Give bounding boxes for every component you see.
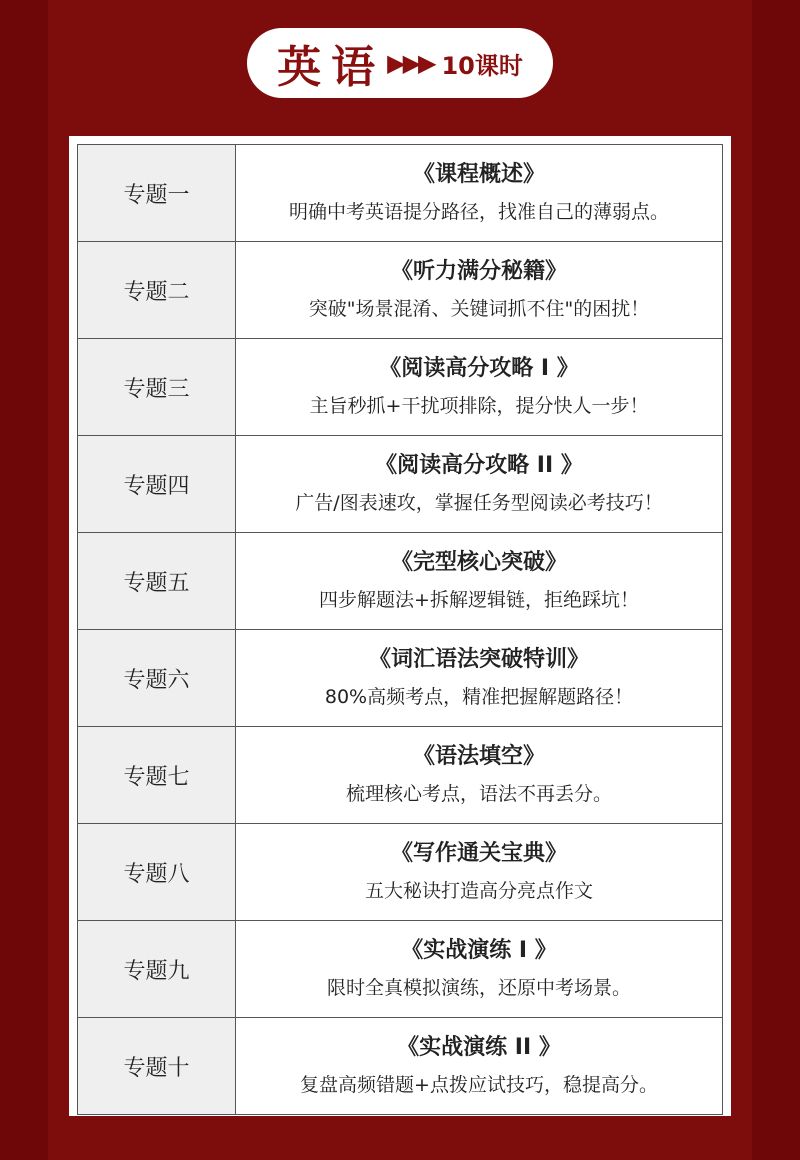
lesson-description: 五大秘诀打造高分亮点作文: [364, 880, 593, 902]
lesson-title: 《实战演练 I 》: [401, 938, 557, 963]
topic-label: 专题八: [78, 824, 236, 921]
lesson-cell: [236, 145, 723, 242]
lesson-title: 《听力满分秘籍》: [390, 259, 567, 284]
lesson-cell: [236, 339, 723, 436]
table-row: [78, 921, 723, 1018]
lesson-cell: [236, 242, 723, 339]
lesson-cell: [236, 630, 723, 727]
table-row: [78, 630, 723, 727]
table-row: [78, 533, 723, 630]
topic-label: 专题六: [78, 630, 236, 727]
topic-label: 专题七: [78, 727, 236, 824]
topic-label: 专题十: [78, 1018, 236, 1115]
lesson-description: 突破"场景混淆、关键词抓不住"的困扰！: [308, 298, 650, 320]
subject-title: 英语: [277, 42, 386, 93]
lesson-description: 复盘高频错题+点拨应试技巧，稳提高分。: [300, 1074, 658, 1096]
syllabus-table: [77, 144, 723, 1115]
lesson-title: 《课程概述》: [412, 162, 545, 187]
lesson-cell: [236, 921, 723, 1018]
table-row: [78, 242, 723, 339]
table-row: [78, 824, 723, 921]
course-header: [247, 28, 553, 98]
table-row: [78, 727, 723, 824]
lesson-cell: [236, 1018, 723, 1115]
lesson-description: 广告/图表速攻，掌握任务型阅读必考技巧！: [295, 492, 663, 514]
lesson-title: 《写作通关宝典》: [390, 841, 567, 866]
topic-label: 专题三: [78, 339, 236, 436]
topic-label: 专题一: [78, 145, 236, 242]
topic-label: 专题九: [78, 921, 236, 1018]
table-row: [78, 436, 723, 533]
lesson-title: 《语法填空》: [412, 744, 545, 769]
lesson-cell: [236, 824, 723, 921]
triple-arrow-icon: ▶▶▶: [387, 49, 434, 77]
syllabus-card: [69, 136, 731, 1116]
lesson-cell: [236, 727, 723, 824]
lesson-description: 80%高频考点，精准把握解题路径！: [324, 686, 634, 708]
lesson-title: 《实战演练 II 》: [397, 1035, 561, 1060]
table-row: [78, 339, 723, 436]
lesson-title: 《阅读高分攻略 I 》: [379, 356, 579, 381]
lesson-title: 《完型核心突破》: [390, 550, 567, 575]
lesson-description: 限时全真模拟演练，还原中考场景。: [326, 977, 631, 999]
topic-label: 专题五: [78, 533, 236, 630]
topic-label: 专题四: [78, 436, 236, 533]
lesson-description: 梳理核心考点，语法不再丢分。: [345, 783, 612, 805]
table-row: [78, 145, 723, 242]
lesson-cell: [236, 533, 723, 630]
topic-label: 专题二: [78, 242, 236, 339]
table-row: [78, 1018, 723, 1115]
lesson-description: 四步解题法+拆解逻辑链，拒绝踩坑！: [319, 589, 639, 611]
lesson-description: 主旨秒抓+干扰项排除，提分快人一步！: [309, 395, 649, 417]
lesson-hours: 10课时: [441, 51, 523, 80]
lesson-description: 明确中考英语提分路径，找准自己的薄弱点。: [288, 201, 669, 223]
right-border-strip: [752, 0, 800, 1160]
lesson-cell: [236, 436, 723, 533]
lesson-title: 《阅读高分攻略 II 》: [375, 453, 583, 478]
left-border-strip: [0, 0, 48, 1160]
lesson-title: 《词汇语法突破特训》: [368, 647, 589, 672]
